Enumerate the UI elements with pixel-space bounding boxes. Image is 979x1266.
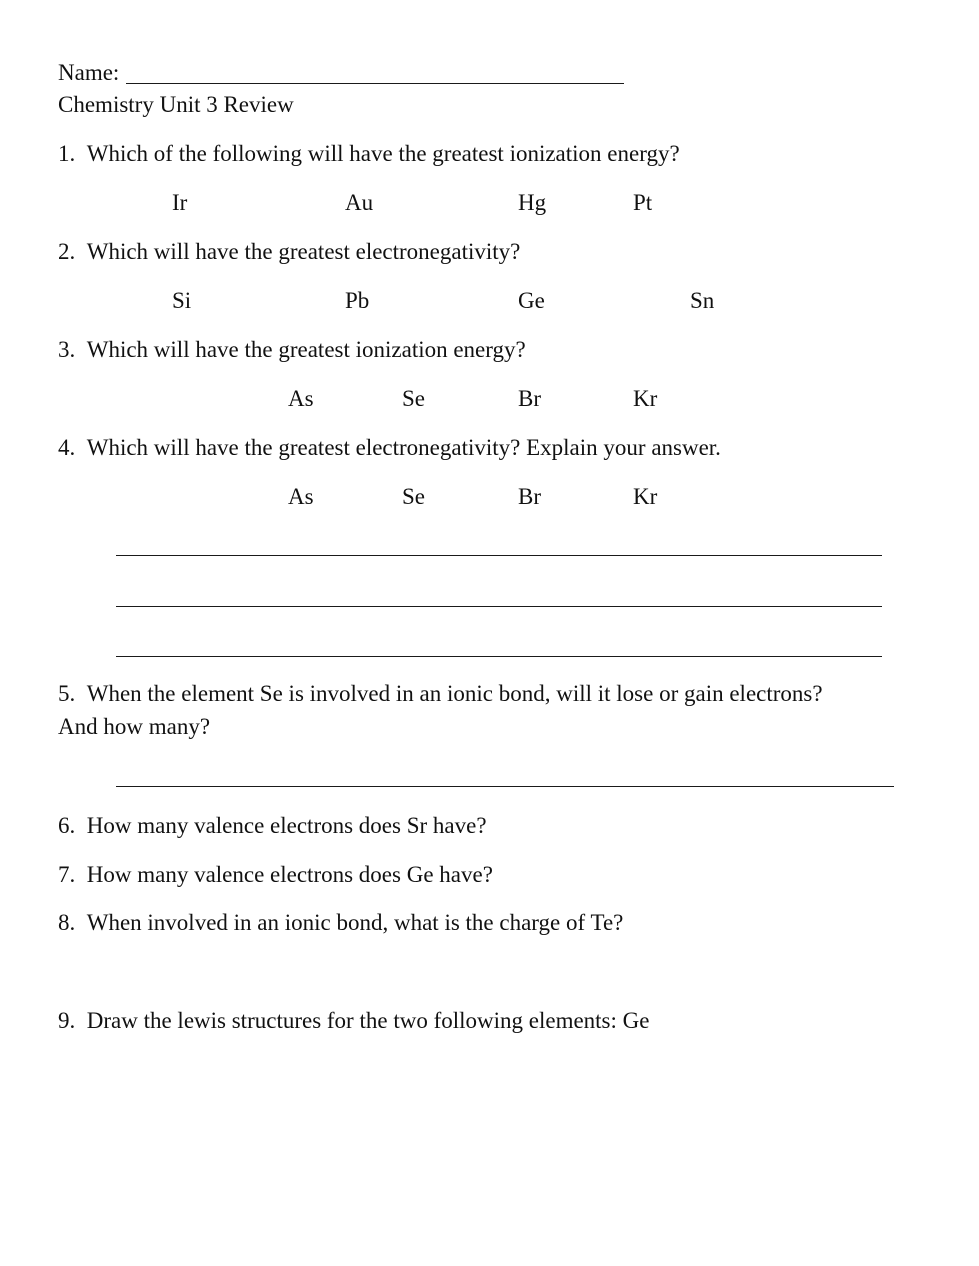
question-text: Draw the lewis structures for the two following elements: Ge — [86, 1008, 650, 1033]
question-text: When involved in an ionic bond, what is the charge of Te? — [86, 910, 624, 935]
choice-option: Pt — [633, 190, 653, 215]
choice-option: Br — [518, 386, 541, 411]
answer-line[interactable] — [116, 786, 894, 787]
question-text: Which of the following will have the greatest ionization energy? — [86, 141, 680, 166]
question-text: When the element Se is involved in an ionic bond, will it lose or gain electrons? — [86, 681, 823, 706]
choice-option: Kr — [633, 484, 658, 509]
question-number: 4. — [58, 435, 76, 460]
choice-option: Si — [172, 288, 192, 313]
question-number: 7. — [58, 862, 76, 887]
answer-line[interactable] — [116, 606, 882, 607]
choice-option: Kr — [633, 386, 658, 411]
answer-line[interactable] — [116, 656, 882, 657]
question-number: 6. — [58, 813, 76, 838]
choice-option: As — [288, 484, 314, 509]
question-number: 8. — [58, 910, 76, 935]
question-number: 1. — [58, 141, 76, 166]
choice-option: Au — [345, 190, 374, 215]
name-label: Name: — [58, 60, 120, 85]
question-number: 5. — [58, 681, 76, 706]
question-number: 9. — [58, 1008, 76, 1033]
answer-line[interactable] — [116, 555, 882, 556]
question-1 — [58, 139, 680, 169]
question-2 — [58, 237, 520, 267]
question-text: Which will have the greatest electronegativity? Explain your answer. — [86, 435, 721, 460]
choice-option: Pb — [345, 288, 370, 313]
choice-option: Br — [518, 484, 541, 509]
choice-option: Ge — [518, 288, 545, 313]
question-8 — [58, 908, 623, 938]
choice-option: Se — [402, 484, 425, 509]
question-text: Which will have the greatest ionization energy? — [86, 337, 526, 362]
choice-option: Se — [402, 386, 425, 411]
choice-option: As — [288, 386, 314, 411]
question-number: 3. — [58, 337, 76, 362]
question-6 — [58, 811, 487, 841]
choice-option: Ir — [172, 190, 188, 215]
question-9 — [58, 1006, 649, 1036]
question-text: How many valence electrons does Sr have? — [86, 813, 487, 838]
question-5 — [58, 679, 823, 709]
question-3 — [58, 335, 526, 365]
choice-option: Hg — [518, 190, 547, 215]
question-number: 2. — [58, 239, 76, 264]
page-title: Chemistry Unit 3 Review — [58, 92, 294, 117]
name-answer-line[interactable] — [126, 83, 624, 84]
question-4 — [58, 433, 721, 463]
question-7 — [58, 860, 493, 890]
question-text: How many valence electrons does Ge have? — [86, 862, 493, 887]
question-text-continued: And how many? — [58, 714, 211, 739]
choice-option: Sn — [690, 288, 715, 313]
question-text: Which will have the greatest electronegativity? — [86, 239, 521, 264]
